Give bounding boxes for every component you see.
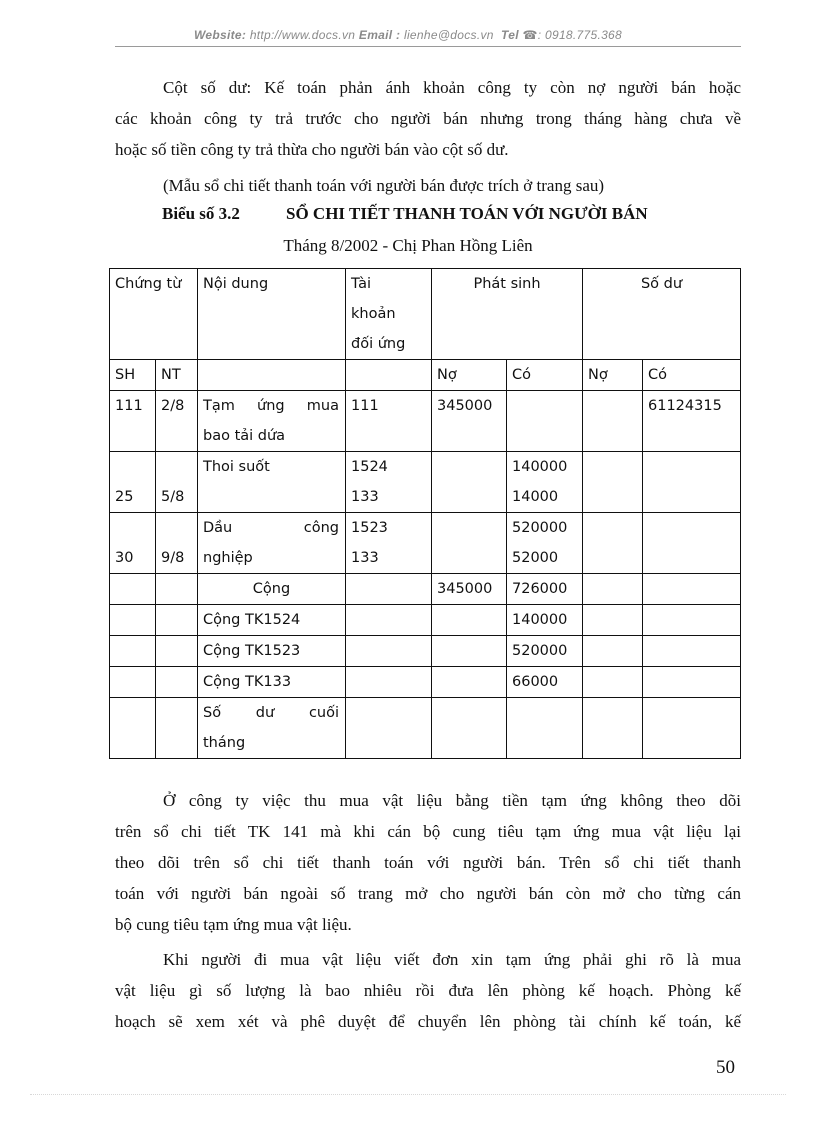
paragraph-line: Cột số dư: Kế toán phản ánh khoản công ty còn nợ người bán hoặc bbox=[163, 78, 741, 97]
header-sh: SH bbox=[110, 360, 156, 391]
cell-nt: 5/8 bbox=[156, 452, 198, 513]
cell-tk bbox=[346, 452, 432, 513]
subtotal-ps-co: 66000 bbox=[507, 667, 583, 698]
table-header-row bbox=[110, 269, 741, 360]
subtotal-row bbox=[110, 636, 741, 667]
header-tai-khoan-line: Tài bbox=[351, 276, 372, 292]
paragraph-don-xin bbox=[115, 944, 741, 1037]
header-so-du: Số dư bbox=[583, 269, 741, 360]
cell-ps-co bbox=[507, 391, 583, 452]
email-label: Email : bbox=[358, 28, 401, 42]
header-tai-khoan-line: đối ứng bbox=[351, 336, 406, 352]
cell-du-co bbox=[643, 452, 741, 513]
header-phat-sinh: Phát sinh bbox=[432, 269, 583, 360]
cell-tk: 111 bbox=[346, 391, 432, 452]
table-row bbox=[110, 452, 741, 513]
total-ps-no: 345000 bbox=[432, 574, 507, 605]
paragraph-line: hoạch sẽ xem xét và phê duyệt để chuyển lên phòng tài chính kế toán, kế bbox=[115, 1012, 741, 1031]
website-url[interactable]: http://www.docs.vn bbox=[249, 28, 356, 42]
ps-co-line: 52000 bbox=[512, 550, 559, 566]
header-ps-co: Có bbox=[507, 360, 583, 391]
closing-line: tháng bbox=[203, 735, 246, 751]
subtotal-label: Cộng TK1524 bbox=[198, 605, 346, 636]
desc-line: bao tải dứa bbox=[203, 428, 286, 444]
cell-nt: 2/8 bbox=[156, 391, 198, 452]
desc-line: Tạm ứng mua bbox=[203, 398, 339, 414]
ps-co-line: 140000 bbox=[512, 459, 568, 475]
header-du-co: Có bbox=[643, 360, 741, 391]
tk-line: 133 bbox=[351, 489, 379, 505]
paragraph-tam-ung bbox=[115, 785, 741, 940]
header-du-no: Nợ bbox=[583, 360, 643, 391]
closing-balance-label bbox=[198, 698, 346, 759]
cell-ps-no bbox=[432, 452, 507, 513]
subtotal-ps-co: 520000 bbox=[507, 636, 583, 667]
subtotal-row bbox=[110, 605, 741, 636]
cell-ps-no bbox=[432, 513, 507, 574]
cell-sh: 25 bbox=[110, 452, 156, 513]
subtotal-ps-co: 140000 bbox=[507, 605, 583, 636]
form-title bbox=[162, 204, 762, 224]
paragraph-line: toán với người bán ngoài số trang mở cho người bán còn mở cho từng cán bbox=[115, 884, 741, 903]
cell-desc bbox=[198, 391, 346, 452]
phone-icon: ☎ bbox=[522, 28, 538, 42]
footer-divider bbox=[30, 1094, 786, 1095]
header-tai-khoan bbox=[346, 269, 432, 360]
tel-label: Tel bbox=[501, 28, 519, 42]
total-label: Cộng bbox=[198, 574, 346, 605]
cell-du-no bbox=[583, 452, 643, 513]
desc-line: Dầu công bbox=[203, 520, 339, 536]
cell-du-co: 61124315 bbox=[643, 391, 741, 452]
cell-ps-no: 345000 bbox=[432, 391, 507, 452]
cell-desc: Thoi suốt bbox=[198, 452, 346, 513]
form-title-text: SỔ CHI TIẾT THANH TOÁN VỚI NGƯỜI BÁN bbox=[286, 204, 648, 223]
cell-du-co bbox=[643, 513, 741, 574]
total-ps-co: 726000 bbox=[507, 574, 583, 605]
cell-du-no bbox=[583, 391, 643, 452]
ps-co-line: 14000 bbox=[512, 489, 559, 505]
header-tai-khoan-line: khoản bbox=[351, 306, 396, 322]
header-nt: NT bbox=[156, 360, 198, 391]
page-header bbox=[0, 28, 816, 42]
header-ps-no: Nợ bbox=[432, 360, 507, 391]
header-noi-dung: Nội dung bbox=[198, 269, 346, 360]
table-subheader-row bbox=[110, 360, 741, 391]
tel-number: : 0918.775.368 bbox=[537, 28, 623, 42]
note-line: (Mẫu sổ chi tiết thanh toán với người bán được trích ở trang sau) bbox=[163, 176, 605, 195]
subtotal-label: Cộng TK133 bbox=[198, 667, 346, 698]
paragraph-line: Khi người đi mua vật liệu viết đơn xin tạm ứng phải ghi rõ là mua bbox=[163, 950, 741, 969]
cell-ps-co bbox=[507, 452, 583, 513]
paragraph-so-du bbox=[115, 72, 741, 165]
header-chung-tu: Chứng từ bbox=[110, 269, 198, 360]
website-label: Website: bbox=[193, 28, 247, 42]
cell-sh: 30 bbox=[110, 513, 156, 574]
subtotal-row bbox=[110, 667, 741, 698]
header-divider bbox=[115, 46, 741, 47]
cell-ps-co bbox=[507, 513, 583, 574]
cell-nt: 9/8 bbox=[156, 513, 198, 574]
tk-line: 133 bbox=[351, 550, 379, 566]
sample-note bbox=[115, 170, 741, 201]
ps-co-line: 520000 bbox=[512, 520, 568, 536]
cell-tk bbox=[346, 513, 432, 574]
paragraph-line: Ở công ty việc thu mua vật liệu bằng tiền tạm ứng không theo dõi bbox=[163, 791, 741, 810]
table-row bbox=[110, 513, 741, 574]
paragraph-line: các khoản công ty trả trước cho người bán nhưng trong tháng hàng chưa về bbox=[115, 109, 741, 128]
subtotal-label: Cộng TK1523 bbox=[198, 636, 346, 667]
cell-du-no bbox=[583, 513, 643, 574]
paragraph-line: hoặc số tiền công ty trả thừa cho người bán vào cột số dư. bbox=[115, 140, 509, 159]
email-address[interactable]: lienhe@docs.vn bbox=[404, 28, 494, 42]
ledger-table bbox=[109, 268, 741, 759]
cell-sh: 111 bbox=[110, 391, 156, 452]
cell-desc bbox=[198, 513, 346, 574]
form-label: Biểu số 3.2 bbox=[162, 204, 240, 223]
paragraph-line: bộ cung tiêu tạm ứng mua vật liệu. bbox=[115, 915, 352, 934]
closing-line: Số dư cuối bbox=[203, 705, 339, 721]
tk-line: 1523 bbox=[351, 520, 388, 536]
table-row bbox=[110, 391, 741, 452]
tk-line: 1524 bbox=[351, 459, 388, 475]
page-number: 50 bbox=[716, 1057, 735, 1078]
paragraph-line: trên sổ chi tiết TK 141 mà khi cán bộ cung tiêu tạm ứng mua vật liệu lại bbox=[115, 822, 741, 841]
form-subtitle: Tháng 8/2002 - Chị Phan Hồng Liên bbox=[283, 236, 533, 255]
paragraph-line: theo dõi trên sổ chi tiết thanh toán với người bán. Trên sổ chi tiết thanh bbox=[115, 853, 741, 872]
total-row bbox=[110, 574, 741, 605]
desc-line: nghiệp bbox=[203, 550, 253, 566]
paragraph-line: vật liệu gì số lượng là bao nhiêu rồi đưa lên phòng kế hoạch. Phòng kế bbox=[115, 981, 741, 1000]
closing-balance-row bbox=[110, 698, 741, 759]
